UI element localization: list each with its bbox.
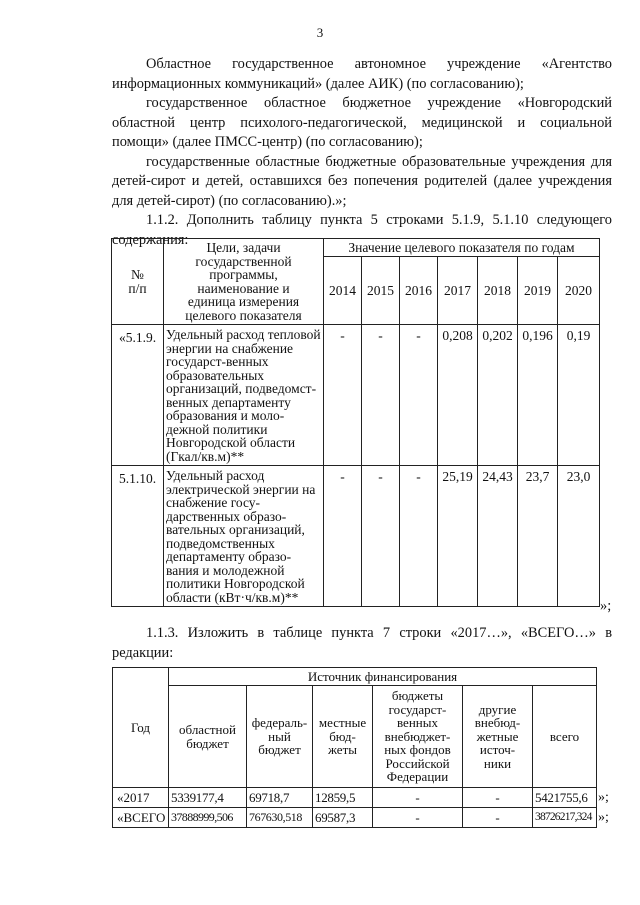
subheader-total: всего: [533, 686, 597, 788]
row-year: «ВСЕГО: [113, 808, 169, 828]
paragraph-112: 1.1.2. Дополнить таблицу пункта 5 строками 5.1.9, 5.1.10 следующего содержания:: [112, 212, 612, 248]
value-cell: -: [362, 325, 400, 466]
value-cell: 38726217,324: [533, 808, 597, 828]
year-header: 2014: [324, 257, 362, 325]
year-header: 2018: [478, 257, 518, 325]
value-cell: -: [373, 788, 463, 808]
paragraph-pmss: государственное областное бюджетное учреждение «Новгородский областной центр психолого-педагогической, медицинской и социальной помощи» (далее ПМСС-центр) (по согласованию);: [112, 95, 612, 150]
intro-text: [112, 55, 612, 250]
value-cell: 24,43: [478, 466, 518, 607]
value-cell: 767630,518: [247, 808, 313, 828]
value-cell: -: [463, 788, 533, 808]
value-cell: 25,19: [438, 466, 478, 607]
value-cell: -: [463, 808, 533, 828]
subheader-extrabudgetary-funds: бюджеты государст- венных внебюджет- ных фондов Российской Федерации: [373, 686, 463, 788]
value-cell: -: [400, 325, 438, 466]
paragraph-aik: Областное государственное автономное учреждение «Агентство информационных коммуникаций» (далее АИК) (по согласованию);: [112, 56, 612, 92]
value-cell: -: [324, 325, 362, 466]
value-cell: -: [373, 808, 463, 828]
year-header: 2016: [400, 257, 438, 325]
value-cell: 0,202: [478, 325, 518, 466]
paragraph-113-block: [112, 624, 612, 663]
financing-table: [112, 667, 597, 828]
value-cell: 23,0: [558, 466, 600, 607]
row-description: Удельный расход электрической энергии на снабжение госу-дарственных образо-вательных организаций, подведомственных департаменту образо-вания и молодежной политики Новгородской области (кВт·ч/кв.м)**: [164, 466, 324, 607]
table-row: [112, 466, 600, 607]
value-cell: 69587,3: [313, 808, 373, 828]
value-cell: -: [400, 466, 438, 607]
col-values-header: Значение целевого показателя по годам: [324, 239, 600, 257]
value-cell: 12859,5: [313, 788, 373, 808]
value-cell: 69718,7: [247, 788, 313, 808]
value-cell: 5421755,6: [533, 788, 597, 808]
value-cell: 0,208: [438, 325, 478, 466]
paragraph-orphans: государственные областные бюджетные образовательные учреждения для детей-сирот и детей, оставшихся без попечения родителей (далее учреждения для детей-сирот) (по согласованию).»;: [112, 153, 612, 209]
indicators-table: [111, 238, 600, 607]
paragraph-113: 1.1.3. Изложить в таблице пункта 7 строки «2017…», «ВСЕГО…» в редакции:: [112, 625, 612, 661]
subheader-federal-budget: федераль- ный бюджет: [247, 686, 313, 788]
row-2017-closing-quote: »;: [598, 790, 609, 805]
col-goals-header: Цели, задачи государственной программы, наименование и единица измерения целевого показателя: [164, 239, 324, 325]
value-cell: 23,7: [518, 466, 558, 607]
year-header: 2015: [362, 257, 400, 325]
value-cell: 37888999,506: [169, 808, 247, 828]
table-row: [113, 788, 597, 808]
year-header: 2017: [438, 257, 478, 325]
year-header: 2020: [558, 257, 600, 325]
value-cell: -: [324, 466, 362, 607]
year-header: 2019: [518, 257, 558, 325]
table1-closing-quote: »;: [600, 598, 612, 614]
page-number: 3: [316, 25, 324, 40]
row-number: «5.1.9.: [112, 325, 164, 466]
col-source-header: Источник финансирования: [169, 668, 597, 686]
value-cell: 0,196: [518, 325, 558, 466]
row-number: 5.1.10.: [112, 466, 164, 607]
subheader-regional-budget: областной бюджет: [169, 686, 247, 788]
value-cell: 0,19: [558, 325, 600, 466]
col-num-header: № п/п: [112, 239, 164, 325]
value-cell: -: [362, 466, 400, 607]
col-year-header: Год: [113, 668, 169, 788]
row-description: Удельный расход тепловой энергии на снабжение государст-венных образовательных организаций, подведомст-венных департаменту образования и моло-дежной политики Новгородской области (Гкал/кв.м)**: [164, 325, 324, 466]
subheader-local-budgets: местные бюд- жеты: [313, 686, 373, 788]
row-year: «2017: [113, 788, 169, 808]
table-row: [112, 325, 600, 466]
value-cell: 5339177,4: [169, 788, 247, 808]
row-total-closing-quote: »;: [598, 810, 609, 825]
subheader-other-sources: другие внебюд- жетные источ- ники: [463, 686, 533, 788]
table-row: [113, 808, 597, 828]
